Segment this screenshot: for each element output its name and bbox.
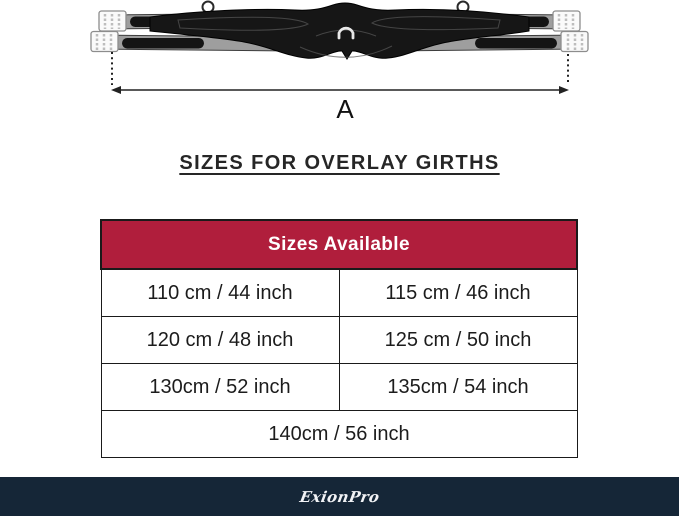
page-title: SIZES FOR OVERLAY GIRTHS bbox=[179, 152, 500, 174]
table-row bbox=[101, 364, 577, 411]
table-header-row bbox=[101, 220, 577, 269]
size-cell: 110 cm / 44 inch bbox=[101, 269, 339, 317]
size-cell: 125 cm / 50 inch bbox=[339, 317, 577, 364]
sizes-table bbox=[100, 219, 578, 458]
table-header: Sizes Available bbox=[101, 220, 577, 269]
table-row bbox=[101, 317, 577, 364]
girth-illustration bbox=[0, 0, 679, 128]
dimension-label: A bbox=[336, 94, 354, 124]
size-cell-full: 140cm / 56 inch bbox=[101, 411, 577, 458]
size-cell: 135cm / 54 inch bbox=[339, 364, 577, 411]
footer-bar bbox=[0, 477, 679, 516]
size-cell: 120 cm / 48 inch bbox=[101, 317, 339, 364]
brand-logo: ExionPro bbox=[298, 487, 381, 506]
size-cell: 115 cm / 46 inch bbox=[339, 269, 577, 317]
dimension-lines bbox=[111, 52, 569, 94]
table-row bbox=[101, 269, 577, 317]
table-row bbox=[101, 411, 577, 458]
size-cell: 130cm / 52 inch bbox=[101, 364, 339, 411]
